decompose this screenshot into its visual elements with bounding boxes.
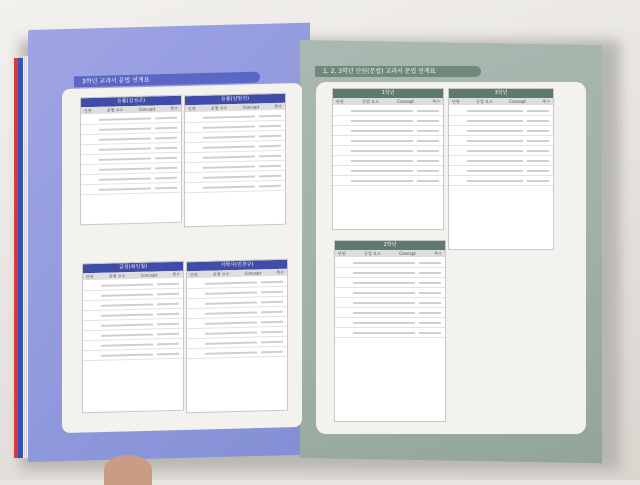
row-value-line	[157, 312, 179, 315]
row-text-line	[351, 130, 413, 132]
table-rows	[187, 276, 287, 361]
row-text-line	[203, 175, 255, 178]
row-value-line	[157, 282, 179, 285]
row-text-line	[203, 125, 255, 128]
row-text-line	[203, 115, 255, 118]
row-text-line	[467, 160, 523, 162]
row-text-line	[351, 120, 413, 122]
column-header: 단원 문법 요소 Concept 쪽수	[187, 269, 287, 279]
table-row	[187, 347, 287, 360]
table-row	[449, 126, 553, 136]
left-page-title: 3학년 교과서 문법 연계표	[74, 72, 260, 88]
row-text-line	[99, 167, 151, 170]
row-value-line	[527, 180, 549, 182]
row-text-line	[203, 145, 255, 148]
left-table-1	[80, 95, 182, 226]
table-header: 3학년	[449, 89, 553, 98]
row-value-line	[417, 130, 439, 132]
row-text-line	[353, 262, 415, 264]
table-rows	[333, 105, 443, 187]
table-row	[335, 298, 445, 308]
row-value-line	[419, 312, 441, 314]
table-header: 2학년	[335, 241, 445, 250]
row-text-line	[101, 323, 153, 326]
table-row	[449, 166, 553, 176]
row-value-line	[259, 144, 281, 147]
table-header: 금성(최인철)	[83, 262, 183, 274]
row-value-line	[259, 124, 281, 127]
row-value-line	[419, 332, 441, 334]
right-table-3	[334, 240, 446, 422]
left-table-2	[184, 93, 286, 228]
row-text-line	[353, 312, 415, 314]
row-value-line	[157, 302, 179, 305]
row-value-line	[155, 176, 177, 179]
row-value-line	[157, 332, 179, 335]
row-value-line	[157, 352, 179, 355]
row-text-line	[99, 177, 151, 180]
row-text-line	[351, 160, 413, 162]
row-value-line	[259, 154, 281, 157]
row-value-line	[417, 110, 439, 112]
row-text-line	[203, 135, 255, 138]
row-value-line	[419, 262, 441, 264]
table-row	[185, 181, 285, 194]
table-rows	[449, 105, 553, 187]
row-text-line	[353, 332, 415, 334]
row-text-line	[99, 157, 151, 160]
row-value-line	[155, 186, 177, 189]
row-value-line	[417, 180, 439, 182]
row-text-line	[205, 311, 257, 314]
row-text-line	[467, 150, 523, 152]
row-value-line	[261, 280, 283, 283]
row-value-line	[417, 170, 439, 172]
column-header: 단원 문법 요소 Concept 쪽수	[185, 103, 285, 113]
row-value-line	[155, 156, 177, 159]
row-value-line	[419, 282, 441, 284]
row-value-line	[155, 166, 177, 169]
row-text-line	[203, 165, 255, 168]
table-rows	[185, 110, 285, 195]
row-value-line	[259, 134, 281, 137]
row-text-line	[99, 187, 151, 190]
row-value-line	[527, 140, 549, 142]
right-page-title: 1, 2, 3학년 단원(문법) 교과서 문법 연계표	[315, 66, 481, 77]
row-value-line	[155, 136, 177, 139]
row-text-line	[99, 147, 151, 150]
row-value-line	[527, 120, 549, 122]
row-text-line	[205, 351, 257, 354]
row-value-line	[527, 150, 549, 152]
row-text-line	[205, 331, 257, 334]
table-row	[449, 176, 553, 186]
row-text-line	[203, 185, 255, 188]
table-row	[81, 183, 181, 196]
table-row	[449, 116, 553, 126]
row-text-line	[351, 170, 413, 172]
row-text-line	[101, 313, 153, 316]
table-row	[333, 106, 443, 116]
row-value-line	[259, 164, 281, 167]
column-header: 단원 문법 요소 Concept 쪽수	[449, 98, 553, 105]
row-text-line	[99, 117, 151, 120]
row-text-line	[351, 140, 413, 142]
table-row	[335, 318, 445, 328]
row-text-line	[101, 333, 153, 336]
row-text-line	[205, 321, 257, 324]
row-text-line	[353, 322, 415, 324]
row-value-line	[417, 140, 439, 142]
table-row	[449, 146, 553, 156]
table-header: 능률(김성곤)	[81, 96, 181, 108]
left-table-4	[186, 259, 288, 414]
row-value-line	[261, 330, 283, 333]
table-row	[449, 136, 553, 146]
column-header: 단원 문법 요소 Concept 쪽수	[335, 250, 445, 257]
table-row	[333, 176, 443, 186]
row-value-line	[527, 110, 549, 112]
table-row	[449, 106, 553, 116]
right-table-2	[448, 88, 554, 250]
table-row	[335, 308, 445, 318]
row-value-line	[527, 130, 549, 132]
row-text-line	[351, 150, 413, 152]
row-text-line	[353, 292, 415, 294]
hand	[104, 455, 152, 485]
row-value-line	[157, 322, 179, 325]
row-value-line	[261, 300, 283, 303]
row-text-line	[353, 272, 415, 274]
table-rows	[335, 257, 445, 339]
row-value-line	[419, 272, 441, 274]
table-row	[335, 288, 445, 298]
column-header: 단원 문법 요소 Concept 쪽수	[81, 105, 181, 115]
row-value-line	[157, 292, 179, 295]
row-text-line	[467, 140, 523, 142]
table-row	[449, 156, 553, 166]
row-value-line	[261, 290, 283, 293]
row-value-line	[261, 340, 283, 343]
row-value-line	[261, 350, 283, 353]
row-text-line	[205, 341, 257, 344]
row-text-line	[205, 281, 257, 284]
table-row	[335, 268, 445, 278]
table-row	[335, 278, 445, 288]
row-value-line	[157, 342, 179, 345]
table-row	[333, 166, 443, 176]
table-row	[333, 126, 443, 136]
row-value-line	[419, 302, 441, 304]
row-text-line	[99, 137, 151, 140]
row-text-line	[203, 155, 255, 158]
left-table-3	[82, 261, 184, 414]
table-header: 지학사(민찬규)	[187, 260, 287, 272]
row-text-line	[101, 343, 153, 346]
row-text-line	[99, 127, 151, 130]
row-text-line	[467, 170, 523, 172]
row-text-line	[101, 303, 153, 306]
row-text-line	[351, 110, 413, 112]
row-text-line	[353, 302, 415, 304]
row-text-line	[101, 283, 153, 286]
row-value-line	[419, 322, 441, 324]
row-text-line	[205, 291, 257, 294]
row-value-line	[527, 170, 549, 172]
row-text-line	[351, 180, 413, 182]
table-row	[333, 116, 443, 126]
table-row	[333, 146, 443, 156]
column-header: 단원 문법 요소 Concept 쪽수	[333, 98, 443, 105]
row-text-line	[467, 130, 523, 132]
table-rows	[81, 112, 181, 197]
row-value-line	[259, 184, 281, 187]
row-value-line	[417, 160, 439, 162]
row-text-line	[101, 293, 153, 296]
table-row	[333, 136, 443, 146]
column-header: 단원 문법 요소 Concept 쪽수	[83, 271, 183, 281]
row-value-line	[261, 320, 283, 323]
table-header: 1학년	[333, 89, 443, 98]
row-value-line	[417, 120, 439, 122]
right-table-1	[332, 88, 444, 230]
row-value-line	[259, 114, 281, 117]
row-text-line	[101, 353, 153, 356]
row-value-line	[527, 160, 549, 162]
row-text-line	[467, 120, 523, 122]
row-text-line	[205, 301, 257, 304]
row-value-line	[155, 146, 177, 149]
row-text-line	[467, 110, 523, 112]
row-value-line	[259, 174, 281, 177]
row-value-line	[155, 126, 177, 129]
row-value-line	[417, 150, 439, 152]
row-text-line	[467, 180, 523, 182]
table-row	[335, 328, 445, 338]
row-value-line	[155, 116, 177, 119]
table-row	[83, 349, 183, 362]
table-row	[333, 156, 443, 166]
table-rows	[83, 278, 183, 363]
row-value-line	[419, 292, 441, 294]
row-text-line	[353, 282, 415, 284]
table-header: 능률(양현권)	[185, 94, 285, 106]
row-value-line	[261, 310, 283, 313]
table-row	[335, 258, 445, 268]
